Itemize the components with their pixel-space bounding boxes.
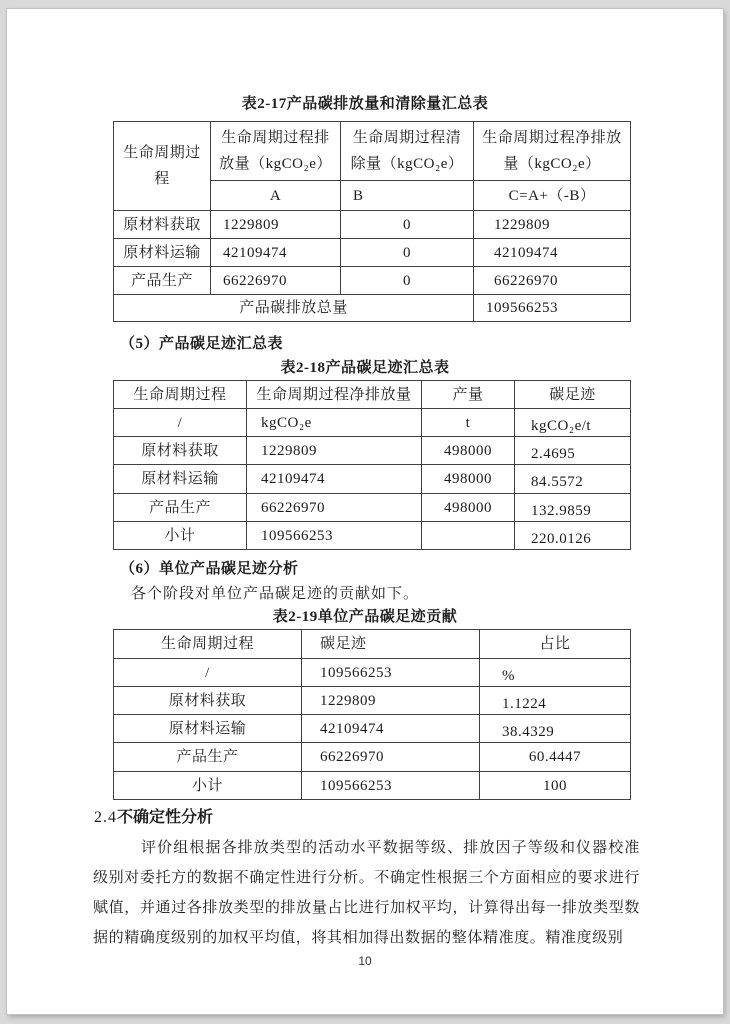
- section-2-4-number: 2.4: [94, 809, 117, 826]
- table-2-19-unit-footprint-contribution: [113, 629, 631, 800]
- table-cell: 109566253: [302, 659, 480, 687]
- table-cell: kgCO₂e/t: [515, 412, 631, 440]
- table-cell: 小计: [114, 522, 247, 550]
- table-cell: kgCO₂e: [247, 409, 422, 437]
- table-header-cell: 生命周期过程净排放量（kgCO₂e）: [474, 122, 631, 181]
- table-cell: 1229809: [474, 211, 631, 239]
- table-2-18-carbon-footprint-summary: [113, 380, 631, 550]
- table-cell: 109566253: [302, 772, 480, 800]
- table-2-17-title: 表2-17产品碳排放量和清除量汇总表: [241, 96, 489, 112]
- table-cell: %: [480, 662, 631, 690]
- table-cell: B: [341, 181, 474, 211]
- table-cell: 42109474: [474, 239, 631, 267]
- section-2-4-paragraph: 评价组根据各排放类型的活动水平数据等级、排放因子等级和仪器校准级别对委托方的数据不确定性进行分析。不确定性根据三个方面相应的要求进行赋值，并通过各排放类型的排放量占比进行加权平均，计算得出每一排放类型数据的精确度级别的加权平均值，将其相加得出数据的整体精准度。精准度级别: [93, 840, 640, 946]
- table-cell: 42109474: [211, 239, 341, 267]
- document-page: [7, 9, 723, 1014]
- table-cell: [422, 522, 515, 550]
- table-cell: 498000: [422, 494, 515, 522]
- table-cell: 1229809: [247, 437, 422, 465]
- table-cell: 2.4695: [515, 440, 631, 468]
- table-cell: 产品生产: [114, 494, 247, 522]
- table-cell: 原材料获取: [114, 211, 211, 239]
- table-cell: C=A+（-B）: [474, 181, 631, 211]
- table-cell: 132.9859: [515, 497, 631, 525]
- table-cell: 0: [341, 267, 474, 295]
- table-cell: A: [211, 181, 341, 211]
- table-cell: 产品生产: [114, 743, 302, 772]
- section-5-heading: （5）产品碳足迹汇总表: [120, 336, 284, 352]
- table-2-18-title: 表2-18产品碳足迹汇总表: [280, 360, 450, 376]
- table-cell: 109566253: [474, 295, 631, 322]
- table-cell: 小计: [114, 772, 302, 800]
- table-cell: 原材料获取: [114, 437, 247, 465]
- table-header-cell: 占比: [480, 630, 631, 659]
- table-cell: 42109474: [247, 465, 422, 494]
- table-header-cell: 产量: [422, 381, 515, 409]
- section-6-heading: （6）单位产品碳足迹分析: [120, 561, 299, 577]
- table-cell: 84.5572: [515, 468, 631, 497]
- table-cell: 1229809: [211, 211, 341, 239]
- table-cell: 产品碳排放总量: [114, 295, 474, 322]
- table-cell: 66226970: [247, 494, 422, 522]
- table-cell: 原材料运输: [114, 715, 302, 743]
- table-header-cell: 生命周期过程清除量（kgCO₂e）: [341, 122, 474, 181]
- table-cell: /: [114, 409, 247, 437]
- table-cell: 220.0126: [515, 525, 631, 553]
- table-cell: 60.4447: [480, 743, 631, 772]
- table-cell: 66226970: [211, 267, 341, 295]
- table-cell: 0: [341, 239, 474, 267]
- table-header-cell: 生命周期过程净排放量: [247, 381, 422, 409]
- table-header-cell: 生命周期过程: [114, 630, 302, 659]
- table-cell: 原材料运输: [114, 465, 247, 494]
- page-number: 10: [358, 954, 372, 968]
- table-cell: 66226970: [474, 267, 631, 295]
- section-6-intro: 各个阶段对单位产品碳足迹的贡献如下。: [131, 586, 420, 602]
- table-header-cell: 生命周期过程排放量（kgCO₂e）: [211, 122, 341, 181]
- section-2-4-title: 不确定性分析: [117, 809, 214, 826]
- table-header-cell: 碳足迹: [302, 630, 480, 659]
- table-cell: 100: [480, 772, 631, 800]
- table-cell: 产品生产: [114, 267, 211, 295]
- table-2-19-title: 表2-19单位产品碳足迹贡献: [272, 609, 458, 625]
- table-cell: 38.4329: [480, 718, 631, 746]
- table-cell: 109566253: [247, 522, 422, 550]
- section-2-4-heading: [94, 806, 723, 830]
- table-cell: /: [114, 659, 302, 687]
- table-cell: 66226970: [302, 743, 480, 772]
- table-cell: 原材料获取: [114, 687, 302, 715]
- table-cell: 42109474: [302, 715, 480, 743]
- table-header-cell: 碳足迹: [515, 381, 631, 409]
- table-cell: t: [422, 409, 515, 437]
- table-cell: 0: [341, 211, 474, 239]
- table-cell: 原材料运输: [114, 239, 211, 267]
- table-header-cell: 生命周期过程: [114, 122, 211, 211]
- table-2-17-emissions-removals-summary: [113, 121, 631, 322]
- table-header-cell: 生命周期过程: [114, 381, 247, 409]
- table-cell: 498000: [422, 437, 515, 465]
- table-cell: 1.1224: [480, 690, 631, 718]
- table-cell: 498000: [422, 465, 515, 494]
- table-cell: 1229809: [302, 687, 480, 715]
